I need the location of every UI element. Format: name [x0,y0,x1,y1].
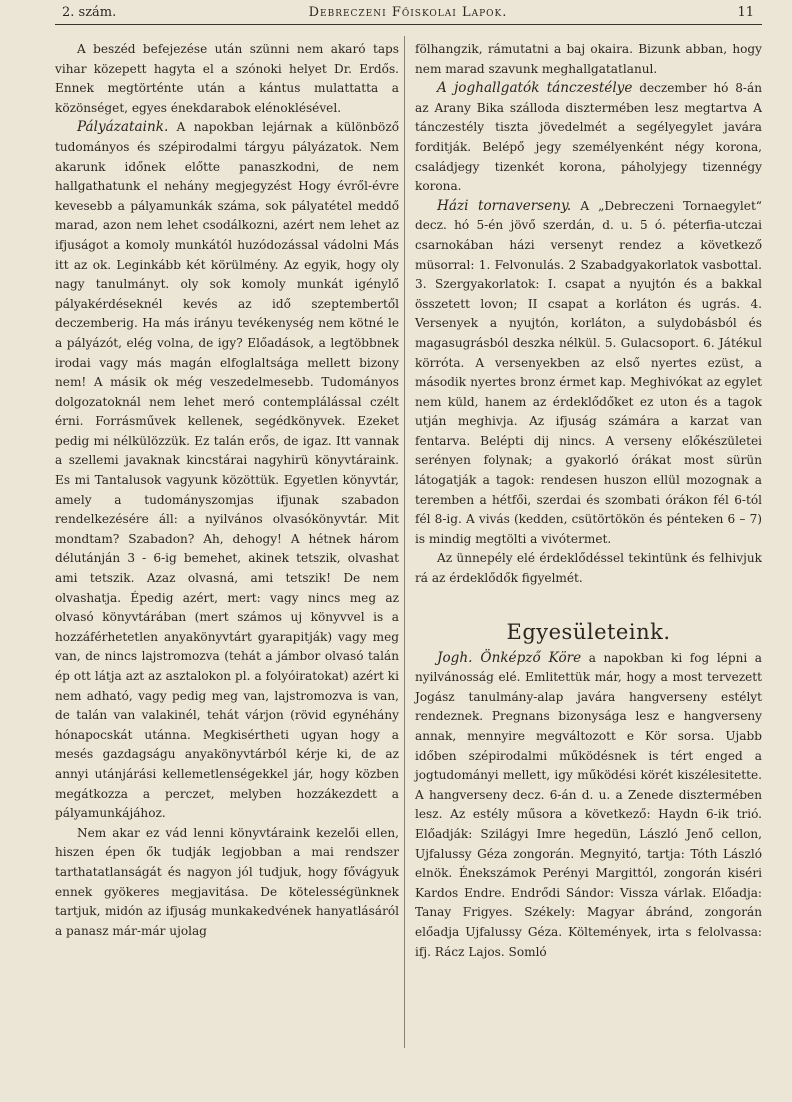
column-divider [404,36,405,1048]
paragraph-law-society [415,649,762,963]
heading-law-society: Jogh. Önképző Köre [437,649,582,666]
right-column [415,40,762,962]
heading-competitions: Pályázataink. [77,119,169,136]
section-title-societies: Egyesületeink. [506,619,671,644]
issue-number: 2. szám. [62,5,117,20]
heading-dance-evening: A joghallgatók tánczestélye [437,80,633,97]
paragraph-competitions [55,118,399,823]
journal-title: Debreczeni Főiskolai Lapok. [308,5,508,20]
heading-gymnastics: Házi tornaverseny. [437,197,572,214]
header-rule [55,24,762,25]
law-society-text: a napokban ki fog lépni a nyilvánosság elé. Emlitettük már, hogy a most tervezett Jogász tanulmány-alap javára hangverseny estélyt rendeznek. Pregnans bizonysága lesz e hangverseny annak, mennyire megváltozott e Kör sorsa. Ujabb időben szépirodalmi működésnek is tért enged a jogtudományi mellett, igy működési körét kiszélesitette. A hangverseny decz. 6-án d. u. a Zenede disztermében lesz. Az estély műsora a következő: Haydn 6-ik trió. Előadják: Szilágyi Imre hegedün, László Jenő cellon, Ujfalussy Géza zongorán. Megnyitó, tartja: Tóth László elnök. Énekszámok Perényi Margittól, zongorán kiséri Kardos Endre. Endrődi Sándor: Vissza várlak. Előadja: Tanay Frigyes. Székely: Magyar ábránd, zongorán előadja Ujfalussy Géza. Költemények, irta s felolvassa: ifj. Rácz Lajos. Somló [415,650,762,959]
paragraph-library-criticism: Nem akar ez vád lenni könyvtáraink kezelői ellen, hiszen épen ők tudják legjobban a mai rendszer tarthatatlanságát és nagyon jól tudjuk, hogy fővágyuk ennek gyökeres megjavitása. De kötelességünknek tartjuk, midón az ifjuság munkakedvének hanyatlásáról a panasz már-már ujolag [55,825,399,938]
dance-evening-text: deczember hó 8-án az Arany Bika szálloda disztermében lesz megtartva A tánczestély tiszta jövedelmét a segélyegylet javára forditják. Belépő jegy személyenként négy korona, családjegy tizenkét korona, páholyjegy tizennégy korona. [415,81,762,194]
page-number: 11 [737,5,754,20]
paragraph-speech-end: A beszéd befejezése után szünni nem akaró taps vihar közepett hagyta el a szónoki helyet Dr. Erdős. Ennek megtörténte után a kántus mulattatta a közönséget, egyes énekdarabok elénoklésével. [55,42,399,115]
gymnastics-text: A „Debreczeni Tornaegylet“ decz. hó 5-én jövő szerdán, d. u. 5 ó. péterfia-utczai csarnokában házi versenyt rendez a következő müsorral: 1. Felvonulás. 2 Szabadgyakorlatok vasbottal. 3. Szergyakorlatok: I. csapat a nyujtón és a bakkal összetett lovon; II csapat a korláton és ugrás. 4. Versenyek a nyujtón, korláton, a sulydobásból és magasugrásból deszka nélkül. 5. Gulacsoport. 6. Játékul körróta. A versenyekben az első nyertes ezüst, a második nyertes bronz érmet kap. Meghivókat az egylet nem küld, hanem az érdeklődőket ez uton és a tagok utján meghivja. Az ifjuság számára a karzat van fentarva. Belépti dij nincs. A verseny előkészületei serényen folynak; a gyakorló órákat most sürün látogatják a tagok: rendesen huszon ellül mozognak a teremben a hétfői, szerdai és szombati órákon fél 6-tól fél 8-ig. A vivás (kedden, csütörtökön és pénteken 6 – 7) is mindig megtölti a vivótermet. [415,198,762,546]
competitions-text: A napokban lejárnak a különböző tudományos és szépirodalmi tárgyu pályázatok. Nem akarunk időnek előtte panaszkodni, de nem hallgathatunk el nehány megjegyzést Hogy évről-évre kevesebb a pályamunkák száma, sok pályatétel meddő marad, azon nem lehet csodálkozni, azért nem lehet az ifjuságot a komoly munkától huzódozással vádolni Más itt az ok. Leginkább két körülmény. Az egyik, hogy oly nagy tanulmányt. oly sok komoly munkát igénylő pályakérdéseknél kevés az idő szeptembertől deczemberig. Ha más irányu tevékenység nem kötné le a pályázót, elég volna, de igy? Előadások, a legtöbbnek irodai vagy más magán elfoglaltsága mellett bizony nem! A másik ok még veszedelmesebb. Tudományos dolgozatoknál nem lehet meró contemplálással czélt érni. Forrásművek kellenek, segédkönyvek. Ezeket pedig mi nélkülözzük. Ez talán erős, de igaz. Itt vannak a szellemi javaknak kincstárai nagyhirü könyvtáraink. Es mi Tantalusok vagyunk közöttük. Egyetlen könyvtár, amely a tudományszomjas ifjunak szabadon rendelkezésére áll: a nyilvános olvasókönyvtár. Mit mondtam? Szabadon? Ah, dehogy! A hétnek három délutánján 3 - 6-ig bemehet, akinek tetszik, olvashat ami tetszik. Azaz olvasná, ami tetszik! De nem olvashatja. Épedig azért, mert: vagy nincs meg az olvasó könyvtárában (mert számos uj könyvvel is a hozzáférhetetlen anyakönyvtárt gyarapitják) vagy meg van, de nincs lajstromozva (tehát a jámbor olvasó talán ép ott látja azt az asztalokon pl. a folyóiratokat) azért ki nem adható, vagy pedig meg van, lajstromozva is van, de talán van valakinél, tehát várjon (rövid egynéhány hónapocskát utánna. Megkisértheti ugyan hogy a mesés gazdagságu anyakönyvtárból kérje ki, de az annyi utánjárási kellemetlenségekkel jár, hogy közben megátkozza a perczet, melyben hozzákezdett a pályamunkájához. [55,120,399,821]
page-header [62,2,754,24]
paragraph-dance-evening [415,79,762,197]
paragraph-gymnastics [415,197,762,550]
left-column [55,40,399,941]
paragraph-invitation: Az ünnepély elé érdeklődéssel tekintünk és felhivjuk rá az érdeklődők figyelmét. [415,551,762,586]
paragraph-continuation: fölhangzik, rámutatni a baj okaira. Bizunk abban, hogy nem marad szavunk meghallgatatlanul. [415,42,762,76]
